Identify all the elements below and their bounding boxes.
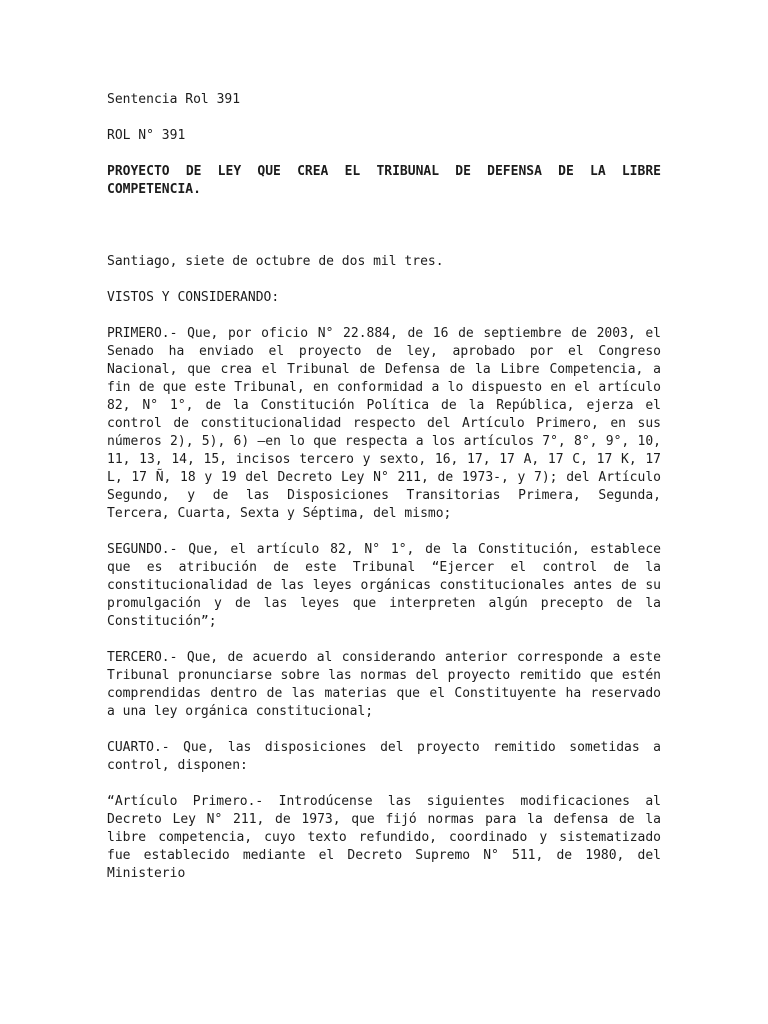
paragraph-tercero: TERCERO.- Que, de acuerdo al considerando anterior corresponde a este Tribunal pronunciarse sobre las normas del proyecto remitido que estén comprendidas dentro de las materias que el Constituyente ha reservado a una ley orgánica constitucional; bbox=[107, 650, 661, 719]
vistos-heading: VISTOS Y CONSIDERANDO: bbox=[107, 290, 280, 305]
document-page bbox=[107, 91, 661, 883]
document-title: PROYECTO DE LEY QUE CREA EL TRIBUNAL DE DEFENSA DE LA LIBRE COMPETENCIA. bbox=[107, 164, 661, 197]
paragraph-articulo-primero: “Artículo Primero.- Introdúcense las siguientes modificaciones al Decreto Ley N° 211, de 1973, que fijó normas para la defensa de la libre competencia, cuyo texto refundido, coordinado y sistematizado fue establecido mediante el Decreto Supremo N° 511, de 1980, del Ministerio bbox=[107, 794, 661, 881]
paragraph-segundo: SEGUNDO.- Que, el artículo 82, N° 1°, de la Constitución, establece que es atribución de este Tribunal “Ejercer el control de la constitucionalidad de las leyes orgánicas constitucionales antes de su promulgación y de las leyes que interpreten algún precepto de la Constitución”; bbox=[107, 542, 661, 629]
document-heading: Sentencia Rol 391 bbox=[107, 92, 241, 107]
rol-number: ROL N° 391 bbox=[107, 128, 186, 143]
paragraph-cuarto: CUARTO.- Que, las disposiciones del proyecto remitido sometidas a control, disponen: bbox=[107, 740, 661, 773]
place-date: Santiago, siete de octubre de dos mil tres. bbox=[107, 254, 444, 269]
paragraph-primero: PRIMERO.- Que, por oficio N° 22.884, de 16 de septiembre de 2003, el Senado ha enviado el proyecto de ley, aprobado por el Congreso Nacional, que crea el Tribunal de Defensa de la Libre Competencia, a fin de que este Tribunal, en conformidad a lo dispuesto en el artículo 82, N° 1°, de la Constitución Política de la República, ejerza el control de constitucionalidad respecto del Artículo Primero, en sus números 2), 5), 6) –en lo que respecta a los artículos 7°, 8°, 9°, 10, 11, 13, 14, 15, incisos tercero y sexto, 16, 17, 17 A, 17 C, 17 K, 17 L, 17 Ñ, 18 y 19 del Decreto Ley N° 211, de 1973-, y 7); del Artículo Segundo, y de las Disposiciones Transitorias Primera, Segunda, Tercera, Cuarta, Sexta y Séptima, del mismo; bbox=[107, 326, 661, 521]
